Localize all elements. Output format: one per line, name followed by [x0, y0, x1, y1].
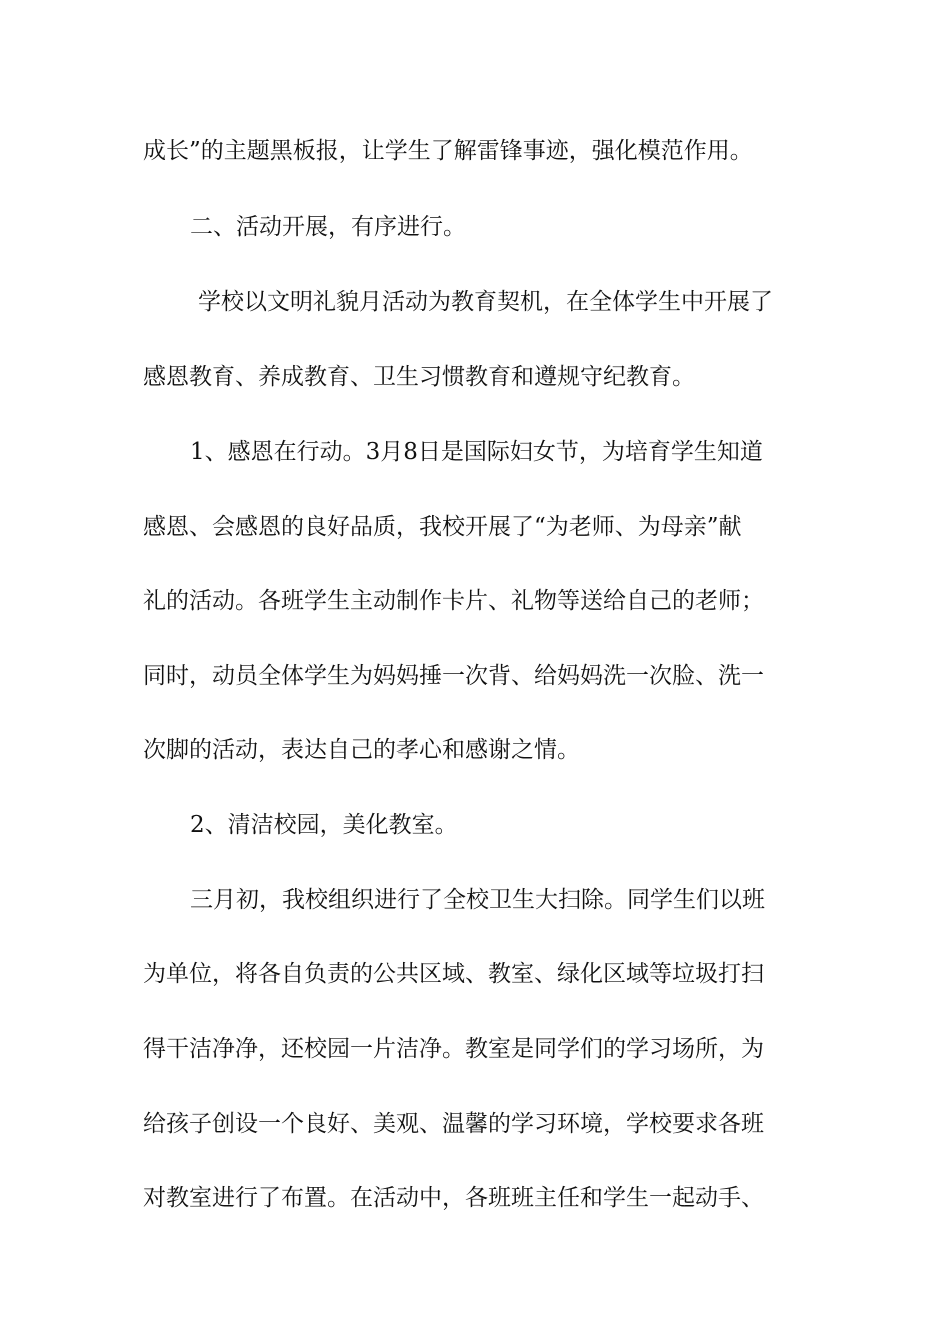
paragraph-line: 次脚的活动，表达自己的孝心和感谢之情。: [143, 737, 580, 763]
paragraph-line: 学校以文明礼貌月活动为教育契机，在全体学生中开展了: [198, 289, 773, 315]
paragraph-line: 给孩子创设一个良好、美观、温馨的学习环境，学校要求各班: [143, 1111, 764, 1137]
paragraph-line: 礼的活动。各班学生主动制作卡片、礼物等送给自己的老师；: [143, 588, 764, 614]
paragraph-line: 感恩教育、养成教育、卫生习惯教育和遵规守纪教育。: [143, 364, 695, 390]
subsection-heading: 1、感恩在行动。3月8日是国际妇女节，为培育学生知道: [190, 439, 763, 465]
subsection-heading: 2、清洁校园，美化教室。: [190, 812, 458, 838]
paragraph-line: 得干洁净净，还校园一片洁净。教室是同学们的学习场所，为: [143, 1036, 764, 1062]
paragraph-line: 为单位，将各自负责的公共区域、教室、绿化区域等垃圾打扫: [143, 961, 764, 987]
paragraph-line: 成长”的主题黑板报，让学生了解雷锋事迹，强化模范作用。: [143, 138, 753, 164]
section-heading: 二、活动开展，有序进行。: [190, 214, 466, 240]
paragraph-line: 同时，动员全体学生为妈妈捶一次背、给妈妈洗一次脸、洗一: [143, 663, 764, 689]
paragraph-line: 对教室进行了布置。在活动中，各班班主任和学生一起动手、: [143, 1185, 764, 1211]
paragraph-line: 感恩、会感恩的良好品质，我校开展了“为老师、为母亲”献: [143, 514, 742, 540]
paragraph-line: 三月初，我校组织进行了全校卫生大扫除。同学生们以班: [190, 887, 765, 913]
